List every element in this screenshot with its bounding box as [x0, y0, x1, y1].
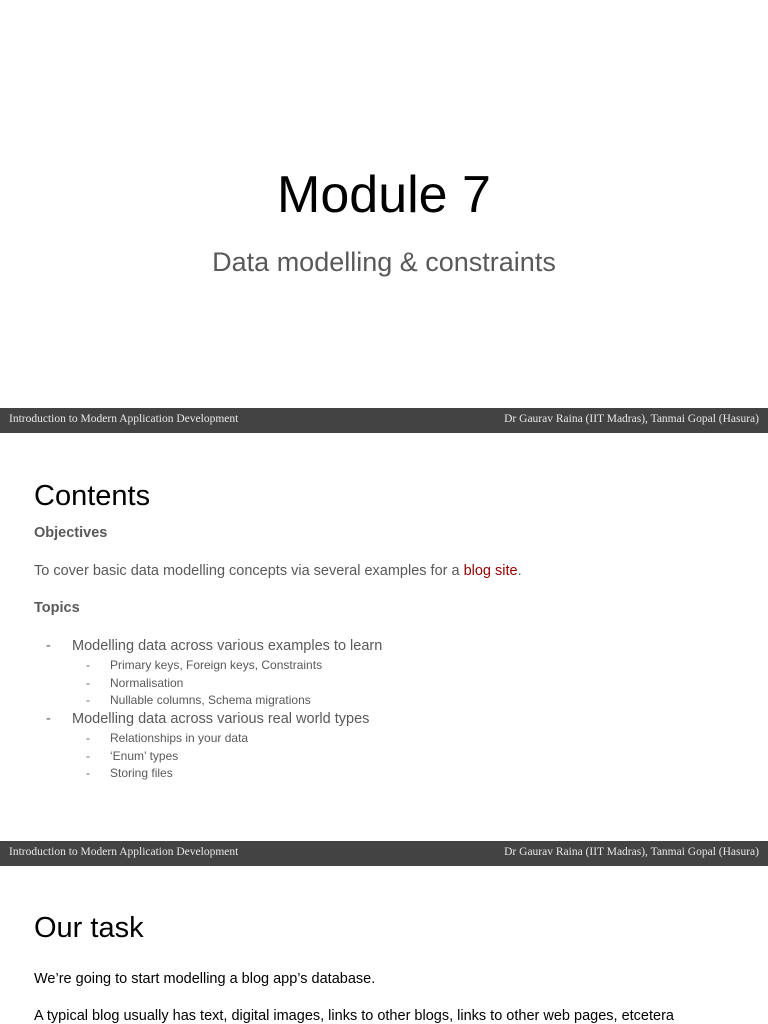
footer-authors: Dr Gaurav Raina (IIT Madras), Tanmai Gopal (Hasura): [504, 846, 759, 858]
title-slide: [0, 0, 768, 408]
objectives-label: Objectives: [34, 525, 108, 541]
blog-site-link[interactable]: blog site: [463, 563, 518, 579]
bullet-dash: -: [86, 749, 90, 763]
footer-course: Introduction to Modern Application Development: [9, 846, 239, 858]
module-title: Module 7: [277, 166, 491, 224]
subtopic-label: Primary keys, Foreign keys, Constraints: [110, 658, 323, 672]
objectives-text: [34, 563, 522, 579]
topic-label: Modelling data across various real world types: [72, 711, 370, 727]
subtopic-label: Nullable columns, Schema migrations: [110, 693, 311, 707]
slide-footer-1: [0, 408, 768, 433]
bullet-dash: -: [86, 676, 90, 690]
topics-label: Topics: [34, 600, 80, 616]
task-heading: Our task: [34, 912, 144, 944]
subtopic-label: ‘Enum’ types: [110, 749, 179, 763]
topic-label: Modelling data across various examples to learn: [72, 638, 383, 654]
subtopic-label: Storing files: [110, 766, 173, 780]
bullet-dash: -: [46, 711, 51, 727]
objectives-text-before: To cover basic data modelling concepts via several examples for a: [34, 563, 464, 579]
subtopic-label: Relationships in your data: [110, 731, 249, 745]
subtopic-label: Normalisation: [110, 676, 184, 690]
bullet-dash: -: [46, 638, 51, 654]
footer-course: Introduction to Modern Application Development: [9, 413, 239, 425]
bullet-dash: -: [86, 658, 90, 672]
objectives-text-after: .: [517, 563, 522, 579]
slide-footer-2: [0, 841, 768, 866]
bullet-dash: -: [86, 731, 90, 745]
task-line-2: A typical blog usually has text, digital images, links to other blogs, links to other web pages, etcetera: [34, 1008, 674, 1024]
footer-authors: Dr Gaurav Raina (IIT Madras), Tanmai Gopal (Hasura): [504, 413, 759, 425]
module-subtitle: Data modelling & constraints: [212, 247, 556, 277]
bullet-dash: -: [86, 693, 90, 707]
contents-heading: Contents: [34, 480, 151, 512]
bullet-dash: -: [86, 766, 90, 780]
task-slide: [0, 866, 768, 1024]
task-line-1: We’re going to start modelling a blog app’s database.: [34, 971, 376, 987]
contents-slide: [0, 433, 768, 841]
